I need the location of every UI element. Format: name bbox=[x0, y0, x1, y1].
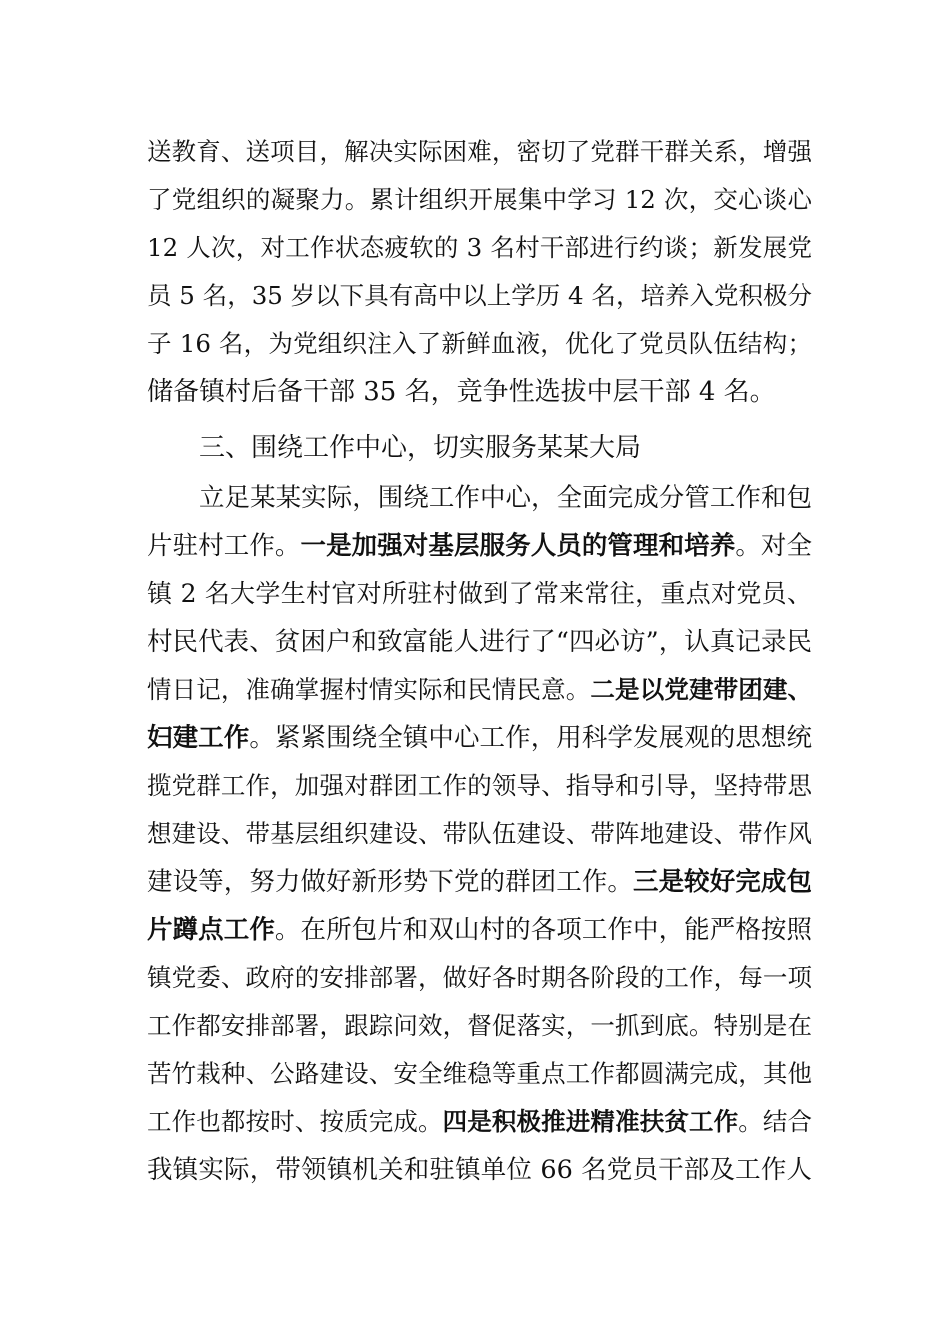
paragraph-line bbox=[147, 720, 812, 756]
paragraph-line: 子 16 名，为党组织注入了新鲜血液，优化了党员队伍结构； bbox=[147, 329, 812, 358]
paragraph-line bbox=[147, 672, 812, 708]
bold-keypoint: 一是加强对基层服务人员的管理和培养 bbox=[300, 531, 736, 561]
paragraph-line bbox=[147, 528, 812, 564]
paragraph-line: 村民代表、贫困户和致富能人进行了“四必访”，认真记录民 bbox=[147, 627, 812, 657]
line-text: 。对全 bbox=[735, 531, 812, 561]
paragraph-line: 镇 2 名大学生村官对所驻村做到了常来常往，重点对党员、 bbox=[147, 579, 812, 608]
paragraph-line bbox=[147, 912, 812, 948]
section-heading: 三、围绕工作中心，切实服务某某大局 bbox=[199, 433, 642, 463]
paragraph-line: 立足某某实际，围绕工作中心，全面完成分管工作和包 bbox=[199, 483, 812, 513]
line-text: 片驻村工作。 bbox=[147, 531, 301, 561]
paragraph-line: 想建设、带基层组织建设、带队伍建设、带阵地建设、带作风 bbox=[147, 819, 812, 848]
paragraph-line: 送教育、送项目，解决实际困难，密切了党群干群关系，增强 bbox=[147, 137, 812, 166]
bold-keypoint: 四是积极推进精准扶贫工作 bbox=[442, 1107, 739, 1136]
paragraph-line bbox=[147, 1104, 812, 1140]
bold-keypoint: 妇建工作 bbox=[147, 723, 250, 753]
paragraph-line: 我镇实际，带领镇机关和驻镇单位 66 名党员干部及工作人 bbox=[147, 1155, 812, 1185]
bold-keypoint: 片蹲点工作 bbox=[147, 915, 275, 945]
paragraph-line: 了党组织的凝聚力。累计组织开展集中学习 12 次，交心谈心 bbox=[147, 185, 812, 214]
line-text: 工作也都按时、按质完成。 bbox=[147, 1107, 443, 1136]
paragraph-line bbox=[147, 864, 812, 900]
bold-keypoint: 三是较好完成包 bbox=[633, 867, 812, 897]
bold-keypoint: 二是以党建带团建、 bbox=[590, 675, 812, 704]
line-text: 情日记，准确掌握村情实际和民情民意。 bbox=[147, 675, 591, 704]
paragraph-line: 工作都安排部署，跟踪问效，督促落实，一抓到底。特别是在 bbox=[147, 1011, 812, 1040]
line-text: 。紧紧围绕全镇中心工作，用科学发展观的思想统 bbox=[249, 723, 812, 753]
line-text: 。在所包片和双山村的各项工作中，能严格按照 bbox=[274, 915, 812, 945]
line-text: 建设等，努力做好新形势下党的群团工作。 bbox=[147, 867, 633, 897]
paragraph-line: 苦竹栽种、公路建设、安全维稳等重点工作都圆满完成，其他 bbox=[147, 1059, 812, 1088]
paragraph-line: 揽党群工作，加强对群团工作的领导、指导和引导，坚持带思 bbox=[147, 771, 812, 800]
paragraph-line: 员 5 名，35 岁以下具有高中以上学历 4 名，培养入党积极分 bbox=[147, 281, 812, 310]
paragraph-line: 镇党委、政府的安排部署，做好各时期各阶段的工作，每一项 bbox=[147, 963, 812, 992]
line-text: 。结合 bbox=[738, 1107, 813, 1136]
paragraph-line: 12 人次，对工作状态疲软的 3 名村干部进行约谈；新发展党 bbox=[147, 233, 812, 262]
paragraph-line: 储备镇村后备干部 35 名，竞争性选拔中层干部 4 名。 bbox=[147, 377, 776, 407]
